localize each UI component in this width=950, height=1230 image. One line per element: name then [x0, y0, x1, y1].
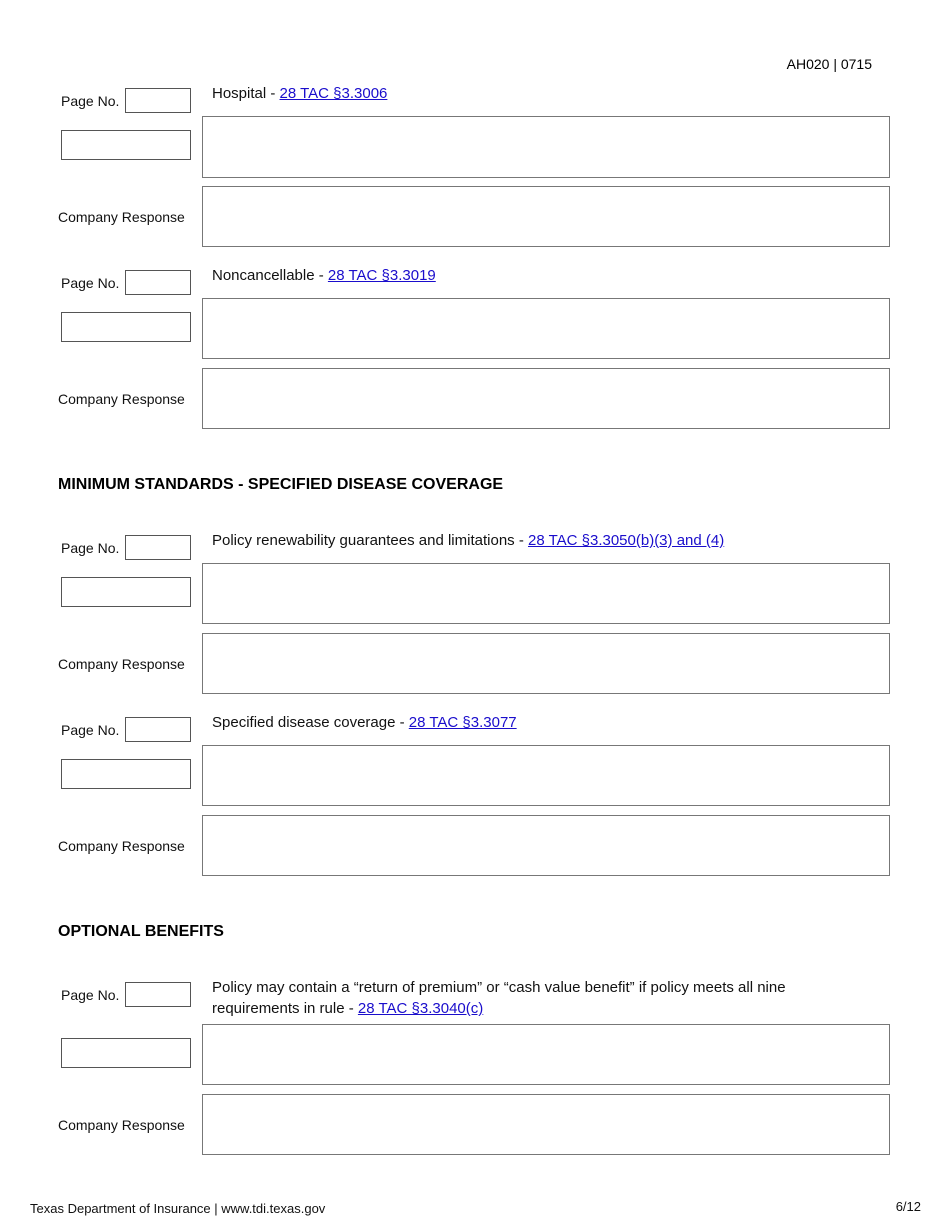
reference-input[interactable] [61, 130, 191, 160]
company-response-field[interactable] [202, 633, 890, 694]
reference-input[interactable] [61, 1038, 191, 1068]
rule-link[interactable]: 28 TAC §3.3050(b)(3) and (4) [528, 532, 725, 549]
company-response-field[interactable] [202, 815, 890, 876]
footer-organization: Texas Department of Insurance | www.tdi.texas.gov [30, 1201, 326, 1216]
requirement-description: Specified disease coverage - [212, 714, 409, 731]
rule-link[interactable]: 28 TAC §3.3006 [279, 85, 388, 102]
page-no-label: Page No. [61, 275, 120, 291]
section-heading-minimum-standards: MINIMUM STANDARDS - SPECIFIED DISEASE COVERAGE [58, 476, 504, 493]
requirement-text [212, 265, 872, 286]
company-response-label: Company Response [58, 391, 185, 407]
requirement-text [212, 83, 872, 104]
requirement-field[interactable] [202, 563, 890, 624]
company-response-label: Company Response [58, 838, 185, 854]
footer-page-number: 6/12 [895, 1199, 921, 1214]
requirement-description: Policy renewability guarantees and limitations - [212, 532, 528, 549]
form-code: AH020 | 0715 [786, 56, 872, 72]
requirement-field[interactable] [202, 1024, 890, 1085]
reference-input[interactable] [61, 312, 191, 342]
requirement-field[interactable] [202, 116, 890, 178]
company-response-field[interactable] [202, 368, 890, 429]
reference-input[interactable] [61, 759, 191, 789]
page-no-input[interactable] [125, 982, 191, 1007]
company-response-field[interactable] [202, 1094, 890, 1155]
page-no-input[interactable] [125, 270, 191, 295]
rule-link[interactable]: 28 TAC §3.3040(c) [357, 1000, 484, 1017]
requirement-text [212, 712, 872, 733]
section-heading-optional-benefits: OPTIONAL BENEFITS [58, 923, 224, 940]
requirement-text [212, 530, 872, 551]
requirement-field[interactable] [202, 745, 890, 806]
company-response-label: Company Response [58, 656, 185, 672]
page-no-label: Page No. [61, 540, 120, 556]
page-no-label: Page No. [61, 722, 120, 738]
requirement-text [212, 977, 852, 1019]
requirement-description: Noncancellable - [212, 267, 328, 284]
page-no-label: Page No. [61, 987, 120, 1003]
page-no-input[interactable] [125, 535, 191, 560]
requirement-description: Hospital - [212, 85, 280, 102]
company-response-field[interactable] [202, 186, 890, 247]
company-response-label: Company Response [58, 209, 185, 225]
reference-input[interactable] [61, 577, 191, 607]
rule-link[interactable]: 28 TAC §3.3077 [408, 714, 517, 731]
requirement-field[interactable] [202, 298, 890, 359]
company-response-label: Company Response [58, 1117, 185, 1133]
rule-link[interactable]: 28 TAC §3.3019 [327, 267, 436, 284]
page-no-input[interactable] [125, 717, 191, 742]
page-no-label: Page No. [61, 93, 120, 109]
requirement-description: Policy may contain a “return of premium” or “cash value benefit” if policy meets all nine requirements in rule - [212, 979, 786, 1017]
page-no-input[interactable] [125, 88, 191, 113]
